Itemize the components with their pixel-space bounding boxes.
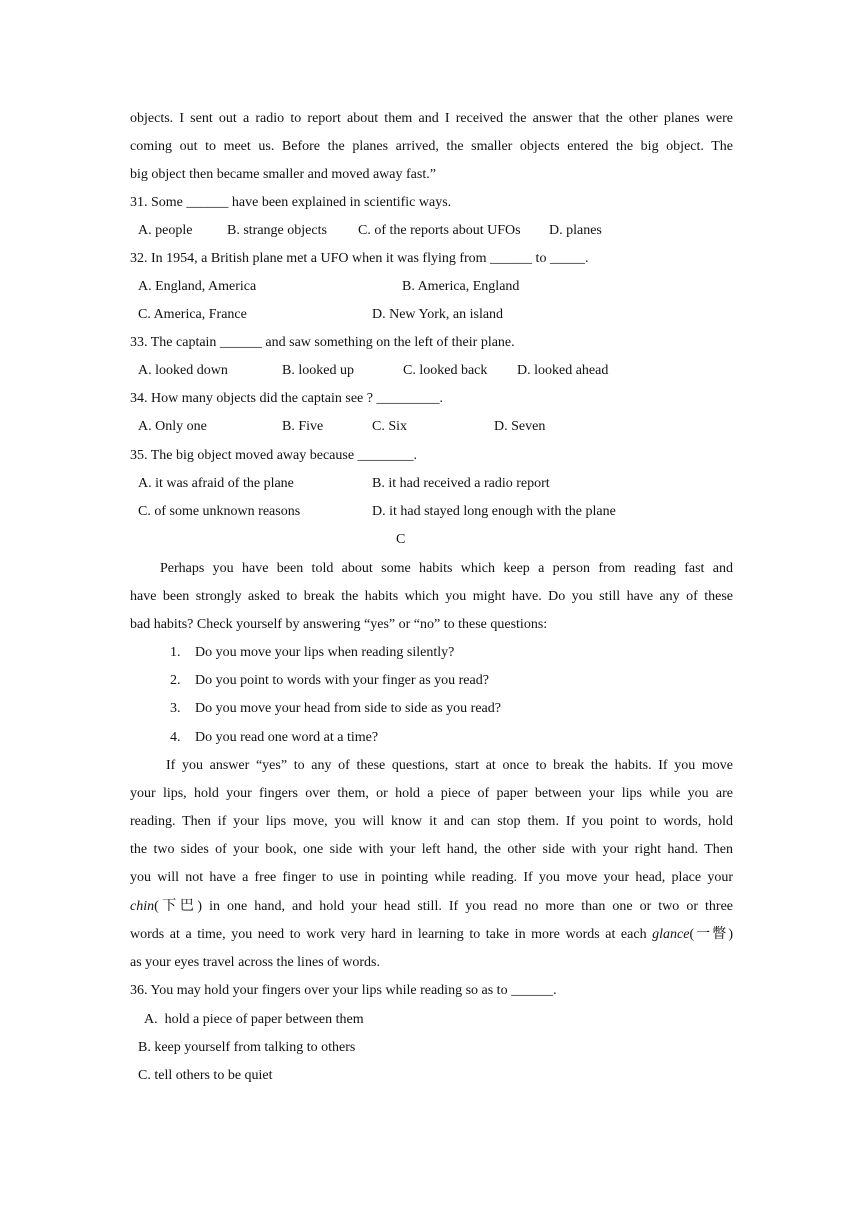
list-item: Do you point to words with your finger as you read? [195, 673, 489, 688]
q34-option-a: A. Only one [138, 419, 207, 434]
q31-option-a: A. people [138, 223, 193, 238]
passage-line-glance [130, 926, 733, 944]
list-item-number: 1. [170, 645, 181, 660]
passage-line: If you answer “yes” to any of these questions, start at once to break the habits. If you move [166, 758, 733, 773]
vocab-word-glance: glance [652, 927, 690, 942]
passage-line: bad habits? Check yourself by answering “yes” or “no” to these questions: [130, 617, 548, 632]
q36-option-b: B. keep yourself from talking to others [138, 1040, 356, 1055]
q36-option-a: A. hold a piece of paper between them [144, 1012, 364, 1027]
passage-line: have been strongly asked to break the habits which you might have. Do you still have any of these [130, 589, 733, 604]
q32-option-d: D. New York, an island [372, 307, 504, 322]
q36-option-c: C. tell others to be quiet [138, 1068, 273, 1083]
q34-option-c: C. Six [372, 419, 408, 434]
q33-option-c: C. looked back [403, 363, 488, 378]
vocab-gloss: (一瞥) [689, 927, 733, 942]
q32-option-b: B. America, England [402, 279, 520, 294]
passage-line: coming out to meet us. Before the planes arrived, the smaller objects entered the big object. The [130, 139, 733, 154]
question-34-stem: 34. How many objects did the captain see ? _________. [130, 391, 443, 406]
q32-option-a: A. England, America [138, 279, 257, 294]
list-item-number: 3. [170, 701, 181, 716]
passage-line: big object then became smaller and moved away fast.” [130, 167, 436, 182]
question-35-stem: 35. The big object moved away because ________. [130, 448, 418, 463]
q33-option-b: B. looked up [282, 363, 354, 378]
q35-option-a: A. it was afraid of the plane [138, 476, 294, 491]
passage-line: Perhaps you have been told about some habits which keep a person from reading fast and [160, 561, 733, 576]
passage-line: you will not have a free finger to use in pointing while reading. If you move your head, place your [130, 870, 733, 885]
q34-option-b: B. Five [282, 419, 324, 434]
passage-line: the two sides of your book, one side with your left hand, the other side with your right hand. Then [130, 842, 733, 857]
q31-option-c: C. of the reports about UFOs [358, 223, 521, 238]
question-32-stem: 32. In 1954, a British plane met a UFO when it was flying from ______ to _____. [130, 251, 589, 266]
q31-option-b: B. strange objects [227, 223, 327, 238]
list-item: Do you read one word at a time? [195, 730, 379, 745]
question-33-stem: 33. The captain ______ and saw something on the left of their plane. [130, 335, 515, 350]
list-item: Do you move your lips when reading silently? [195, 645, 455, 660]
question-31-stem: 31. Some ______ have been explained in scientific ways. [130, 195, 452, 210]
vocab-gloss: (下巴) [154, 899, 203, 914]
q33-option-d: D. looked ahead [517, 363, 609, 378]
list-item-number: 2. [170, 673, 181, 688]
q35-option-c: C. of some unknown reasons [138, 504, 301, 519]
q33-option-a: A. looked down [138, 363, 228, 378]
passage-line: objects. I sent out a radio to report about them and I received the answer that the other planes were [130, 111, 733, 126]
passage-line: your lips, hold your fingers over them, or hold a piece of paper between your lips while you are [130, 786, 733, 801]
list-item-number: 4. [170, 730, 181, 745]
passage-line: as your eyes travel across the lines of words. [130, 955, 380, 970]
q32-option-c: C. America, France [138, 307, 247, 322]
passage-line: reading. Then if your lips move, you will know it and can stop them. If you point to words, hold [130, 814, 733, 829]
passage-text: words at a time, you need to work very hard in learning to take in more words at each [130, 927, 653, 942]
q35-option-b: B. it had received a radio report [372, 476, 550, 491]
vocab-word-chin: chin [130, 899, 155, 914]
q35-option-d: D. it had stayed long enough with the plane [372, 504, 616, 519]
passage-text: in one hand, and hold your head still. If you read no more than one or two or three [202, 899, 733, 914]
question-36-stem: 36. You may hold your fingers over your lips while reading so as to ______. [130, 983, 557, 998]
q34-option-d: D. Seven [494, 419, 546, 434]
passage-line-chin [130, 898, 733, 916]
q31-option-d: D. planes [549, 223, 602, 238]
section-heading: C [396, 532, 406, 547]
list-item: Do you move your head from side to side as you read? [195, 701, 501, 716]
